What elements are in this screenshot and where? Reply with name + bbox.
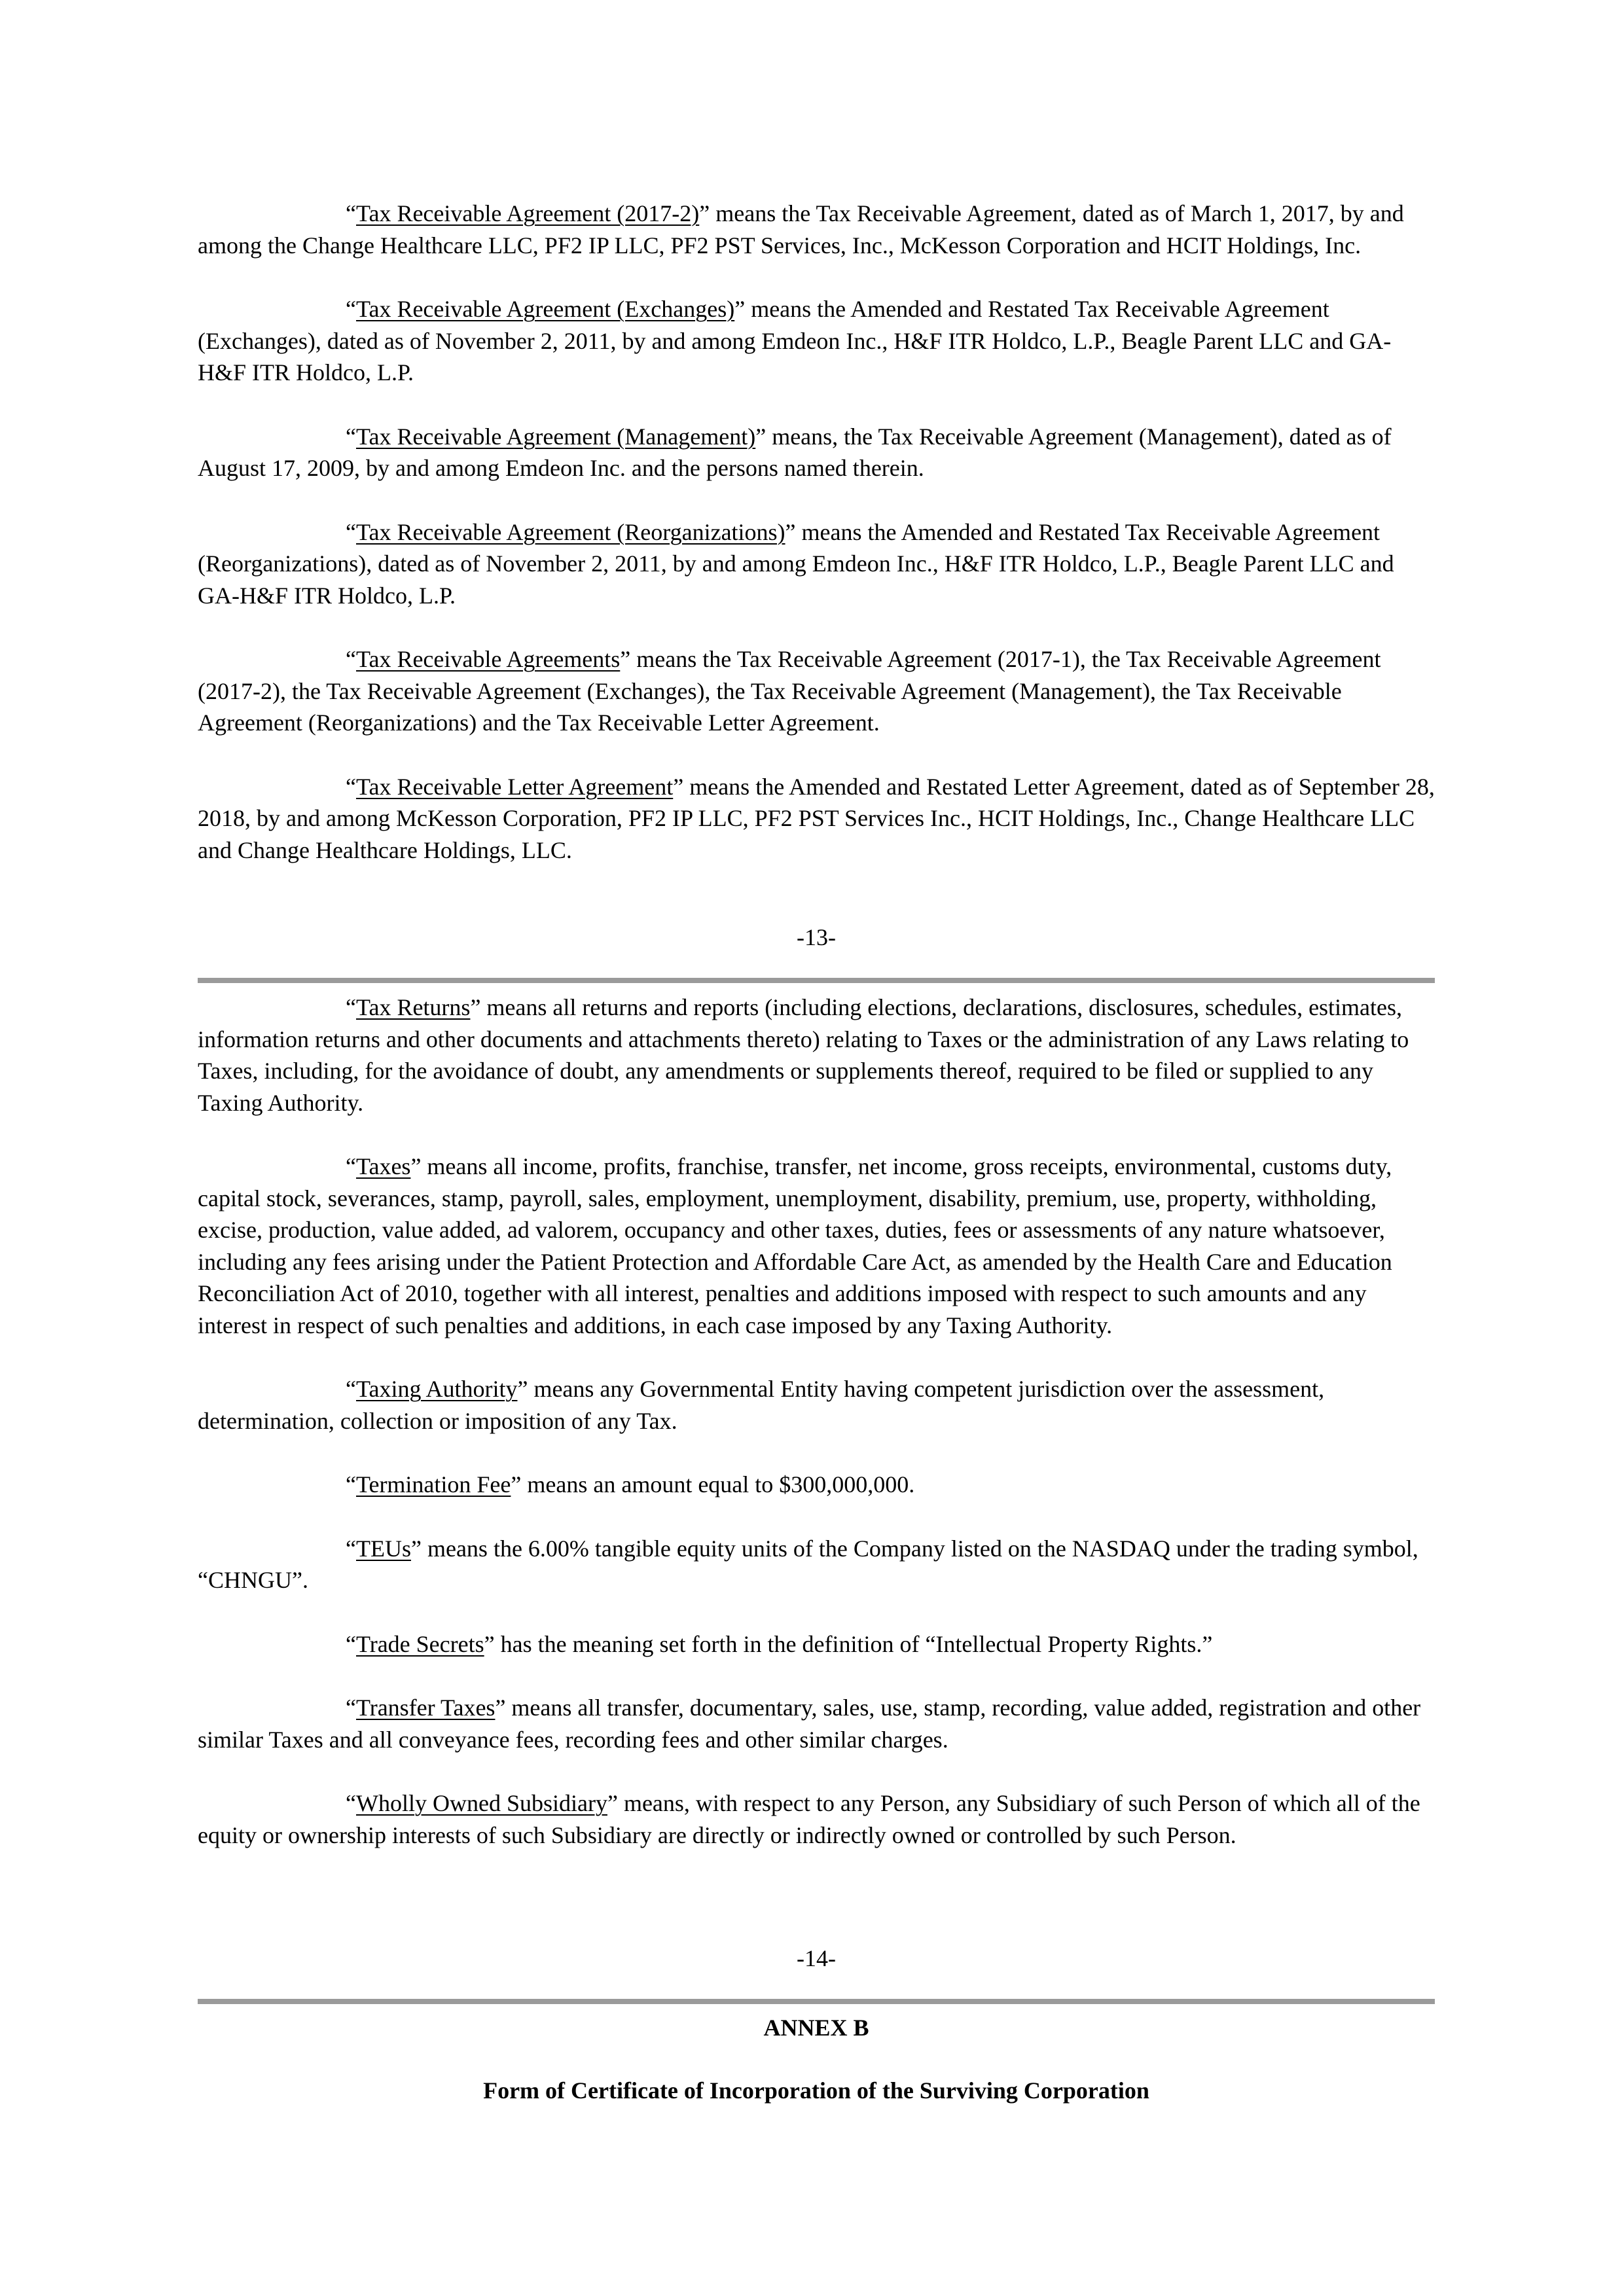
definition-tax-receivable-agreement-exchanges: “Tax Receivable Agreement (Exchanges)” means the Amended and Restated Tax Receivable Agreement (Exchanges), dated as of November 2, 2011, by and among Emdeon Inc., H&F ITR Holdco, L.P., Beagle Parent LLC and GA-H&F ITR Holdco, L.P. <box>198 296 1392 386</box>
definition-text: means an amount equal to $300,000,000. <box>521 1471 915 1498</box>
definition-text: means any Governmental Entity having competent jurisdiction over the assessment, determination, collection or imposition of any Tax. <box>198 1376 1325 1434</box>
definition-text: means the Tax Receivable Agreement, dated as of March 1, 2017, by and among the Change Healthcare LLC, PF2 IP LLC, PF2 PST Services, Inc., McKesson Corporation and HCIT Holdings, Inc. <box>198 200 1404 259</box>
defined-term: Tax Receivable Letter Agreement <box>355 773 674 800</box>
defined-term: Taxing Authority <box>355 1376 518 1402</box>
page-separator <box>198 1999 1435 2004</box>
definition-teus: “TEUs” means the 6.00% tangible equity units of the Company listed on the NASDAQ under the trading symbol, “CHNGU”. <box>198 1535 1418 1593</box>
definition-text: means all returns and reports (including elections, declarations, disclosures, schedules, estimates, information returns and other documents and attachments thereto) relating to Taxes or the administration of any Laws relating to Taxes, including, for the avoidance of doubt, any amendments or supplements thereof, required to be filed or supplied to any Taxing Authority. <box>198 994 1409 1116</box>
definition-text: has the meaning set forth in the definition of “Intellectual Property Rights.” <box>494 1630 1213 1657</box>
definition-text: means all transfer, documentary, sales, use, stamp, recording, value added, registration and other similar Taxes and all conveyance fees, recording fees and other similar charges. <box>198 1695 1421 1753</box>
page-14-body <box>198 992 1435 1883</box>
defined-term: Tax Receivable Agreement (Management) <box>355 423 756 450</box>
page-number: -14- <box>797 1945 836 1971</box>
definition-text: means the Tax Receivable Agreement (2017-1), the Tax Receivable Agreement (2017-2), the Tax Receivable Agreement (Exchanges), the Tax Receivable Agreement (Management), the Tax Receivable Agreement (Reorganizations) and the Tax Receivable Letter Agreement. <box>198 646 1381 736</box>
definition-text: means, with respect to any Person, any Subsidiary of such Person of which all of the equity or ownership interests of such Subsidiary are directly or indirectly owned or controlled by such Person. <box>198 1790 1420 1848</box>
defined-term: Transfer Taxes <box>355 1695 496 1721</box>
definition-tax-receivable-agreement-management: “Tax Receivable Agreement (Management)” means, the Tax Receivable Agreement (Management), dated as of August 17, 2009, by and among Emdeon Inc. and the persons named therein. <box>198 423 1392 481</box>
definition-text: means the 6.00% tangible equity units of the Company listed on the NASDAQ under the trading symbol, “CHNGU”. <box>198 1535 1418 1593</box>
definition-tax-returns: “Tax Returns” means all returns and reports (including elections, declarations, disclosures, schedules, estimates, information returns and other documents and attachments thereto) relating to Taxes or the administration of any Laws relating to Taxes, including, for the avoidance of doubt, any amendments or supplements thereof, required to be filed or supplied to any Taxing Authority. <box>198 994 1409 1116</box>
defined-term: Tax Receivable Agreement (2017-2) <box>355 200 700 226</box>
definition-tax-receivable-letter-agreement: “Tax Receivable Letter Agreement” means the Amended and Restated Letter Agreement, dated as of September 28, 2018, by and among McKesson Corporation, PF2 IP LLC, PF2 PST Services Inc., HCIT Holdings, Inc., Change Healthcare LLC and Change Healthcare Holdings, LLC. <box>198 773 1435 863</box>
defined-term: Termination Fee <box>355 1471 511 1498</box>
definition-tax-receivable-agreement-2017-2: “Tax Receivable Agreement (2017-2)” means the Tax Receivable Agreement, dated as of March 1, 2017, by and among the Change Healthcare LLC, PF2 IP LLC, PF2 PST Services, Inc., McKesson Corporation and HCIT Holdings, Inc. <box>198 200 1404 259</box>
definition-termination-fee: “Termination Fee” means an amount equal to $300,000,000. <box>346 1471 915 1498</box>
annex-title: ANNEX B <box>763 2015 869 2041</box>
defined-term: TEUs <box>355 1535 411 1562</box>
definition-text: means all income, profits, franchise, transfer, net income, gross receipts, environmental, customs duty, capital stock, severances, stamp, payroll, sales, employment, unemployment, disability, premium, use, property, withholding, excise, production, value added, ad valorem, occupancy and other taxes, duties, fees or assessments of any nature whatsoever, including any fees arising under the Patient Protection and Affordable Care Act, as amended by the Health Care and Education Reconciliation Act of 2010, together with all interest, penalties and additions imposed with respect to such amounts and any interest in respect of such penalties and additions, in each case imposed by any Taxing Authority. <box>198 1153 1392 1338</box>
definition-text: means the Amended and Restated Letter Agreement, dated as of September 28, 2018, by and among McKesson Corporation, PF2 IP LLC, PF2 PST Services Inc., HCIT Holdings, Inc., Change Healthcare LLC and Change Healthcare Holdings, LLC. <box>198 773 1435 863</box>
defined-term: Tax Receivable Agreements <box>355 646 621 672</box>
definition-taxing-authority: “Taxing Authority” means any Governmental Entity having competent jurisdiction over the assessment, determination, collection or imposition of any Tax. <box>198 1376 1325 1434</box>
definition-text: means the Amended and Restated Tax Receivable Agreement (Reorganizations), dated as of November 2, 2011, by and among Emdeon Inc., H&F ITR Holdco, L.P., Beagle Parent LLC and GA-H&F ITR Holdco, L.P. <box>198 518 1394 609</box>
definition-tax-receivable-agreement-reorganizations: “Tax Receivable Agreement (Reorganizations)” means the Amended and Restated Tax Receivable Agreement (Reorganizations), dated as of November 2, 2011, by and among Emdeon Inc., H&F ITR Holdco, L.P., Beagle Parent LLC and GA-H&F ITR Holdco, L.P. <box>198 518 1394 609</box>
definition-tax-receivable-agreements: “Tax Receivable Agreements” means the Tax Receivable Agreement (2017-1), the Tax Receivable Agreement (2017-2), the Tax Receivable Agreement (Exchanges), the Tax Receivable Agreement (Management), the Tax Receivable Agreement (Reorganizations) and the Tax Receivable Letter Agreement. <box>198 646 1381 736</box>
page-13-body <box>198 198 1435 898</box>
defined-term: Tax Returns <box>355 994 471 1020</box>
annex-subtitle: Form of Certificate of Incorporation of the Surviving Corporation <box>483 2077 1149 2104</box>
page-number: -13- <box>797 924 836 950</box>
page-separator <box>198 978 1435 983</box>
definition-taxes: “Taxes” means all income, profits, franchise, transfer, net income, gross receipts, environmental, customs duty, capital stock, severances, stamp, payroll, sales, employment, unemployment, disability, premium, use, property, withholding, excise, production, value added, ad valorem, occupancy and other taxes, duties, fees or assessments of any nature whatsoever, including any fees arising under the Patient Protection and Affordable Care Act, as amended by the Health Care and Education Reconciliation Act of 2010, together with all interest, penalties and additions imposed with respect to such amounts and any interest in respect of such penalties and additions, in each case imposed by any Taxing Authority. <box>198 1153 1392 1338</box>
defined-term: Wholly Owned Subsidiary <box>355 1790 607 1816</box>
definition-wholly-owned-subsidiary: “Wholly Owned Subsidiary” means, with respect to any Person, any Subsidiary of such Person of which all of the equity or ownership interests of such Subsidiary are directly or indirectly owned or controlled by such Person. <box>198 1790 1420 1848</box>
defined-term: Tax Receivable Agreement (Exchanges) <box>355 296 735 322</box>
definition-text: means, the Tax Receivable Agreement (Management), dated as of August 17, 2009, by and among Emdeon Inc. and the persons named therein. <box>198 423 1392 481</box>
defined-term: Trade Secrets <box>355 1630 484 1657</box>
defined-term: Taxes <box>355 1153 411 1179</box>
definition-text: means the Amended and Restated Tax Receivable Agreement (Exchanges), dated as of November 2, 2011, by and among Emdeon Inc., H&F ITR Holdco, L.P., Beagle Parent LLC and GA-H&F ITR Holdco, L.P. <box>198 296 1392 386</box>
defined-term: Tax Receivable Agreement (Reorganizations) <box>355 518 785 545</box>
definition-transfer-taxes: “Transfer Taxes” means all transfer, documentary, sales, use, stamp, recording, value added, registration and other similar Taxes and all conveyance fees, recording fees and other similar charges. <box>198 1695 1421 1753</box>
definition-trade-secrets: “Trade Secrets” has the meaning set forth in the definition of “Intellectual Property Rights.” <box>346 1630 1213 1657</box>
